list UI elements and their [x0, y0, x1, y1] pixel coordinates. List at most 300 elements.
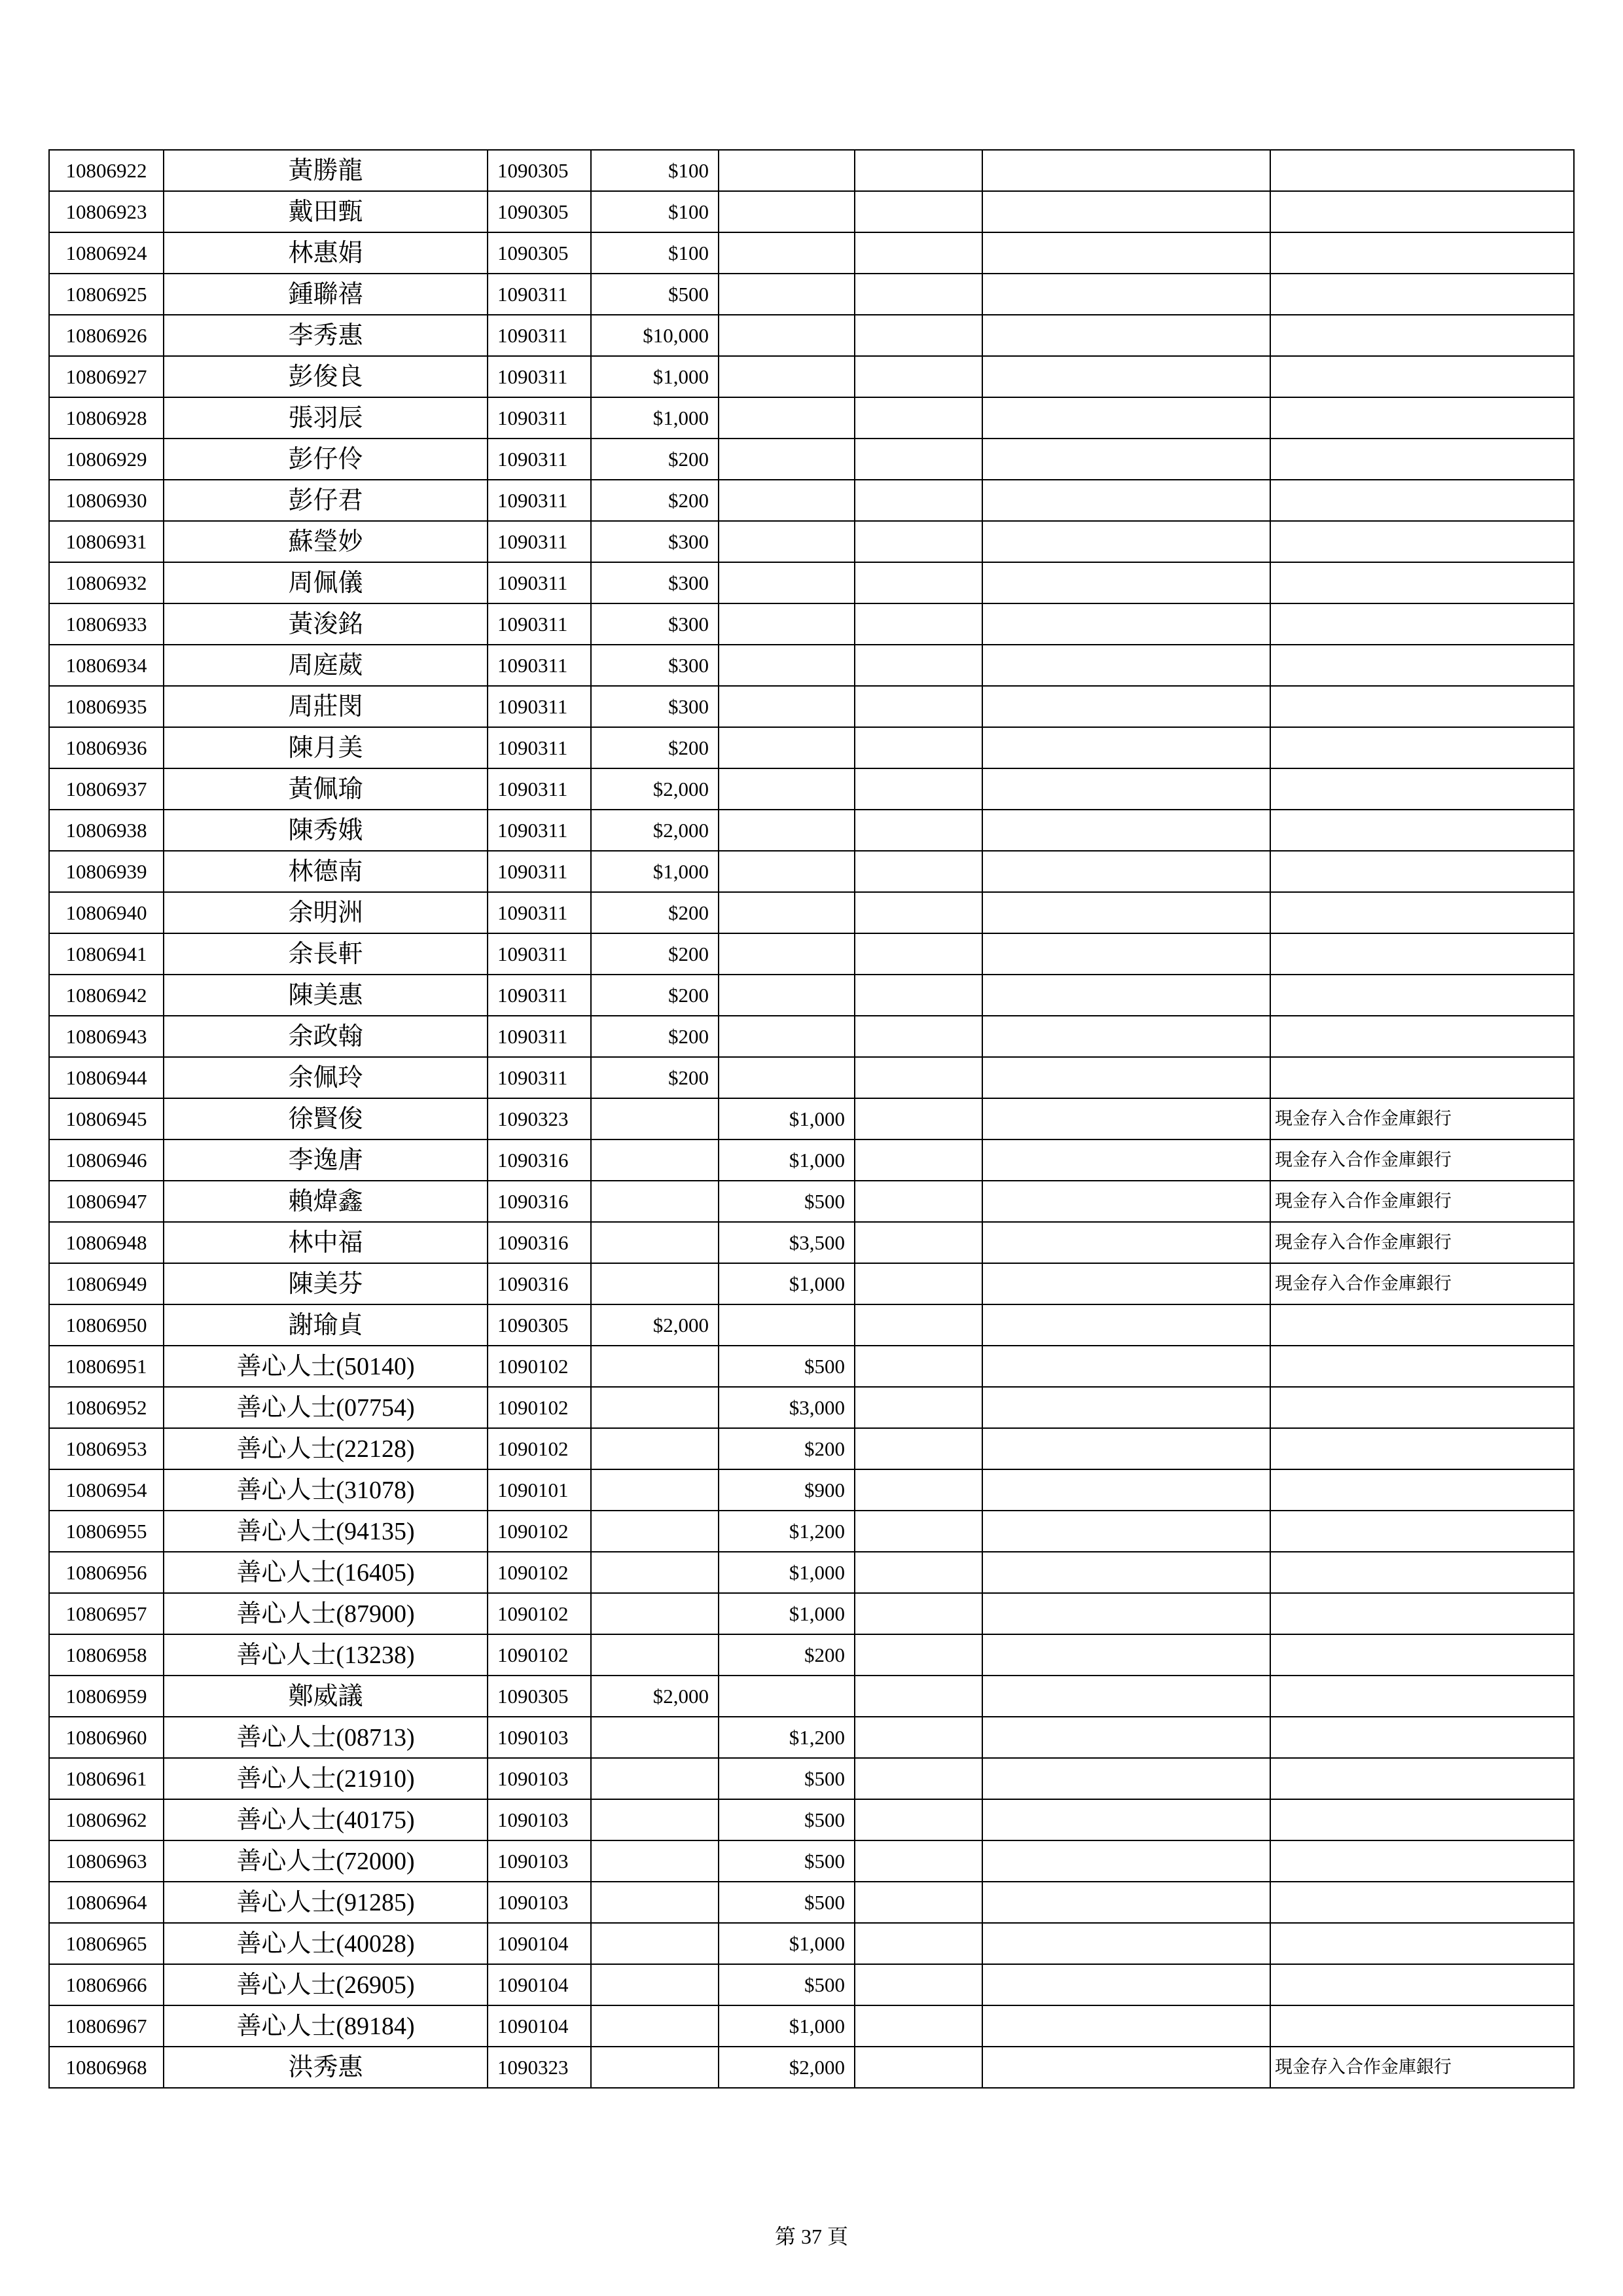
date-cell: 1090311: [488, 562, 591, 603]
table-row: [49, 274, 1574, 315]
receipt-number-cell: 10806923: [49, 191, 164, 232]
amount-deposit-cell: [719, 645, 855, 686]
amount-deposit-cell: [719, 810, 855, 851]
donor-name-cell: 黃浚銘: [164, 603, 488, 645]
note-cell: [1270, 1840, 1574, 1882]
blank-cell: [982, 521, 1270, 562]
amount-deposit-cell: [719, 439, 855, 480]
donor-name-cell: 善心人士(31078): [164, 1469, 488, 1511]
amount-deposit-cell: [719, 686, 855, 727]
date-cell: 1090104: [488, 2005, 591, 2047]
receipt-number-cell: 10806940: [49, 892, 164, 933]
receipt-number-cell: 10806930: [49, 480, 164, 521]
donor-name-cell: 周莊閔: [164, 686, 488, 727]
table-row: [49, 521, 1574, 562]
blank-cell: [855, 562, 982, 603]
receipt-number-cell: 10806961: [49, 1758, 164, 1799]
amount-deposit-cell: $1,000: [719, 1923, 855, 1964]
amount-deposit-cell: [719, 480, 855, 521]
date-cell: 1090311: [488, 892, 591, 933]
amount-cell: $200: [591, 975, 719, 1016]
amount-deposit-cell: $500: [719, 1799, 855, 1840]
note-cell: 現金存入合作金庫銀行: [1270, 1263, 1574, 1304]
amount-cell: [591, 1552, 719, 1593]
note-cell: [1270, 1511, 1574, 1552]
date-cell: 1090102: [488, 1387, 591, 1428]
table-row: [49, 1634, 1574, 1676]
receipt-number-cell: 10806932: [49, 562, 164, 603]
note-cell: [1270, 645, 1574, 686]
note-cell: [1270, 397, 1574, 439]
date-cell: 1090104: [488, 1923, 591, 1964]
table-row: [49, 1387, 1574, 1428]
blank-cell: [855, 521, 982, 562]
receipt-number-cell: 10806948: [49, 1222, 164, 1263]
note-cell: [1270, 562, 1574, 603]
date-cell: 1090323: [488, 2047, 591, 2088]
blank-cell: [855, 645, 982, 686]
blank-cell: [855, 1222, 982, 1263]
blank-cell: [982, 1882, 1270, 1923]
amount-cell: $1,000: [591, 397, 719, 439]
receipt-number-cell: 10806924: [49, 232, 164, 274]
amount-cell: $200: [591, 892, 719, 933]
note-cell: 現金存入合作金庫銀行: [1270, 1181, 1574, 1222]
blank-cell: [982, 1511, 1270, 1552]
receipt-number-cell: 10806954: [49, 1469, 164, 1511]
amount-deposit-cell: [719, 232, 855, 274]
blank-cell: [982, 1717, 1270, 1758]
amount-deposit-cell: $1,200: [719, 1511, 855, 1552]
donor-name-cell: 周庭葳: [164, 645, 488, 686]
blank-cell: [982, 480, 1270, 521]
donor-name-cell: 林德南: [164, 851, 488, 892]
date-cell: 1090311: [488, 397, 591, 439]
blank-cell: [982, 356, 1270, 397]
amount-cell: [591, 1634, 719, 1676]
amount-cell: $300: [591, 562, 719, 603]
blank-cell: [855, 1263, 982, 1304]
table-row: [49, 480, 1574, 521]
blank-cell: [855, 1016, 982, 1057]
date-cell: 1090311: [488, 686, 591, 727]
date-cell: 1090311: [488, 727, 591, 768]
table-row: [49, 191, 1574, 232]
donor-name-cell: 蘇瑩妙: [164, 521, 488, 562]
blank-cell: [855, 191, 982, 232]
blank-cell: [855, 851, 982, 892]
donor-name-cell: 善心人士(08713): [164, 1717, 488, 1758]
table-row: [49, 1593, 1574, 1634]
amount-deposit-cell: [719, 562, 855, 603]
amount-cell: [591, 1346, 719, 1387]
blank-cell: [982, 1387, 1270, 1428]
blank-cell: [855, 810, 982, 851]
donor-name-cell: 戴田甄: [164, 191, 488, 232]
blank-cell: [982, 191, 1270, 232]
note-cell: 現金存入合作金庫銀行: [1270, 1222, 1574, 1263]
date-cell: 1090316: [488, 1139, 591, 1181]
amount-cell: [591, 1717, 719, 1758]
donor-name-cell: 余明洲: [164, 892, 488, 933]
note-cell: [1270, 1882, 1574, 1923]
date-cell: 1090311: [488, 480, 591, 521]
date-cell: 1090311: [488, 851, 591, 892]
table-row: [49, 1098, 1574, 1139]
donor-name-cell: 李逸唐: [164, 1139, 488, 1181]
blank-cell: [855, 150, 982, 191]
blank-cell: [982, 1139, 1270, 1181]
blank-cell: [855, 397, 982, 439]
note-cell: [1270, 603, 1574, 645]
date-cell: 1090311: [488, 645, 591, 686]
table-row: [49, 1717, 1574, 1758]
receipt-number-cell: 10806927: [49, 356, 164, 397]
blank-cell: [855, 975, 982, 1016]
amount-deposit-cell: $500: [719, 1346, 855, 1387]
donor-name-cell: 善心人士(72000): [164, 1840, 488, 1882]
table-row: [49, 232, 1574, 274]
note-cell: [1270, 1428, 1574, 1469]
amount-cell: [591, 1387, 719, 1428]
note-cell: [1270, 727, 1574, 768]
table-row: [49, 1964, 1574, 2005]
receipt-number-cell: 10806962: [49, 1799, 164, 1840]
blank-cell: [982, 975, 1270, 1016]
blank-cell: [855, 1593, 982, 1634]
donor-name-cell: 余政翰: [164, 1016, 488, 1057]
blank-cell: [982, 603, 1270, 645]
blank-cell: [855, 727, 982, 768]
note-cell: [1270, 1799, 1574, 1840]
donor-name-cell: 李秀惠: [164, 315, 488, 356]
receipt-number-cell: 10806939: [49, 851, 164, 892]
note-cell: [1270, 1717, 1574, 1758]
amount-deposit-cell: [719, 768, 855, 810]
receipt-number-cell: 10806966: [49, 1964, 164, 2005]
donor-name-cell: 善心人士(13238): [164, 1634, 488, 1676]
note-cell: [1270, 1346, 1574, 1387]
amount-cell: $100: [591, 150, 719, 191]
blank-cell: [982, 1799, 1270, 1840]
blank-cell: [855, 1057, 982, 1098]
blank-cell: [982, 1222, 1270, 1263]
table-row: [49, 1758, 1574, 1799]
note-cell: [1270, 521, 1574, 562]
donor-name-cell: 善心人士(26905): [164, 1964, 488, 2005]
amount-cell: [591, 1428, 719, 1469]
table-row: [49, 1346, 1574, 1387]
blank-cell: [855, 1304, 982, 1346]
note-cell: [1270, 480, 1574, 521]
blank-cell: [982, 1634, 1270, 1676]
table-row: [49, 439, 1574, 480]
amount-deposit-cell: [719, 274, 855, 315]
table-row: [49, 562, 1574, 603]
blank-cell: [982, 1469, 1270, 1511]
donor-name-cell: 善心人士(89184): [164, 2005, 488, 2047]
table-row: [49, 1016, 1574, 1057]
blank-cell: [855, 2047, 982, 2088]
table-row: [49, 1882, 1574, 1923]
donor-name-cell: 徐賢俊: [164, 1098, 488, 1139]
blank-cell: [982, 1263, 1270, 1304]
note-cell: [1270, 1758, 1574, 1799]
donor-name-cell: 張羽辰: [164, 397, 488, 439]
table-row: [49, 768, 1574, 810]
amount-cell: [591, 1758, 719, 1799]
blank-cell: [982, 1593, 1270, 1634]
table-row: [49, 1469, 1574, 1511]
receipt-number-cell: 10806925: [49, 274, 164, 315]
amount-cell: $2,000: [591, 810, 719, 851]
blank-cell: [982, 933, 1270, 975]
note-cell: [1270, 191, 1574, 232]
date-cell: 1090323: [488, 1098, 591, 1139]
amount-deposit-cell: [719, 727, 855, 768]
note-cell: [1270, 768, 1574, 810]
amount-cell: $500: [591, 274, 719, 315]
receipt-number-cell: 10806944: [49, 1057, 164, 1098]
amount-deposit-cell: $2,000: [719, 2047, 855, 2088]
blank-cell: [855, 892, 982, 933]
blank-cell: [982, 1016, 1270, 1057]
blank-cell: [855, 356, 982, 397]
receipt-number-cell: 10806956: [49, 1552, 164, 1593]
date-cell: 1090311: [488, 603, 591, 645]
blank-cell: [855, 1469, 982, 1511]
note-cell: [1270, 933, 1574, 975]
note-cell: [1270, 686, 1574, 727]
donor-name-cell: 陳月美: [164, 727, 488, 768]
table-row: [49, 1511, 1574, 1552]
blank-cell: [855, 1717, 982, 1758]
blank-cell: [855, 480, 982, 521]
blank-cell: [855, 1676, 982, 1717]
date-cell: 1090305: [488, 1304, 591, 1346]
table-row: [49, 933, 1574, 975]
date-cell: 1090103: [488, 1840, 591, 1882]
amount-cell: $1,000: [591, 356, 719, 397]
amount-deposit-cell: [719, 603, 855, 645]
note-cell: [1270, 1057, 1574, 1098]
blank-cell: [855, 686, 982, 727]
blank-cell: [855, 439, 982, 480]
amount-deposit-cell: [719, 851, 855, 892]
amount-cell: [591, 1593, 719, 1634]
date-cell: 1090311: [488, 521, 591, 562]
donor-name-cell: 善心人士(07754): [164, 1387, 488, 1428]
donor-name-cell: 善心人士(50140): [164, 1346, 488, 1387]
receipt-number-cell: 10806933: [49, 603, 164, 645]
blank-cell: [855, 603, 982, 645]
date-cell: 1090305: [488, 150, 591, 191]
date-cell: 1090102: [488, 1511, 591, 1552]
amount-cell: $300: [591, 645, 719, 686]
table-row: [49, 1552, 1574, 1593]
receipt-number-cell: 10806950: [49, 1304, 164, 1346]
blank-cell: [982, 686, 1270, 727]
blank-cell: [982, 274, 1270, 315]
receipt-number-cell: 10806942: [49, 975, 164, 1016]
receipt-number-cell: 10806949: [49, 1263, 164, 1304]
blank-cell: [982, 1346, 1270, 1387]
amount-cell: [591, 1799, 719, 1840]
donor-name-cell: 善心人士(40175): [164, 1799, 488, 1840]
amount-cell: $100: [591, 232, 719, 274]
receipt-number-cell: 10806934: [49, 645, 164, 686]
amount-cell: [591, 2005, 719, 2047]
blank-cell: [982, 1428, 1270, 1469]
blank-cell: [855, 1428, 982, 1469]
table-row: [49, 892, 1574, 933]
receipt-number-cell: 10806958: [49, 1634, 164, 1676]
date-cell: 1090311: [488, 439, 591, 480]
note-cell: 現金存入合作金庫銀行: [1270, 2047, 1574, 2088]
donor-name-cell: 善心人士(21910): [164, 1758, 488, 1799]
donor-name-cell: 林中福: [164, 1222, 488, 1263]
receipt-number-cell: 10806937: [49, 768, 164, 810]
amount-cell: [591, 2047, 719, 2088]
donor-name-cell: 彭仔伶: [164, 439, 488, 480]
date-cell: 1090102: [488, 1346, 591, 1387]
amount-cell: $2,000: [591, 1304, 719, 1346]
blank-cell: [982, 727, 1270, 768]
blank-cell: [855, 315, 982, 356]
date-cell: 1090305: [488, 232, 591, 274]
table-row: [49, 315, 1574, 356]
table-row: [49, 1676, 1574, 1717]
blank-cell: [855, 1387, 982, 1428]
receipt-number-cell: 10806946: [49, 1139, 164, 1181]
amount-cell: [591, 1181, 719, 1222]
blank-cell: [855, 2005, 982, 2047]
note-cell: [1270, 1552, 1574, 1593]
note-cell: [1270, 150, 1574, 191]
date-cell: 1090316: [488, 1222, 591, 1263]
amount-deposit-cell: $900: [719, 1469, 855, 1511]
table-row: [49, 1799, 1574, 1840]
amount-deposit-cell: $500: [719, 1964, 855, 2005]
note-cell: [1270, 356, 1574, 397]
amount-deposit-cell: $1,000: [719, 1593, 855, 1634]
date-cell: 1090316: [488, 1181, 591, 1222]
amount-deposit-cell: $1,000: [719, 1263, 855, 1304]
date-cell: 1090316: [488, 1263, 591, 1304]
table-row: [49, 645, 1574, 686]
note-cell: [1270, 274, 1574, 315]
amount-deposit-cell: [719, 1304, 855, 1346]
receipt-number-cell: 10806936: [49, 727, 164, 768]
amount-deposit-cell: $200: [719, 1634, 855, 1676]
amount-deposit-cell: [719, 1057, 855, 1098]
note-cell: [1270, 1634, 1574, 1676]
donor-name-cell: 黃勝龍: [164, 150, 488, 191]
table-row: [49, 851, 1574, 892]
amount-deposit-cell: $500: [719, 1758, 855, 1799]
note-cell: [1270, 232, 1574, 274]
table-row: [49, 356, 1574, 397]
note-cell: 現金存入合作金庫銀行: [1270, 1139, 1574, 1181]
receipt-number-cell: 10806968: [49, 2047, 164, 2088]
date-cell: 1090305: [488, 191, 591, 232]
blank-cell: [982, 1840, 1270, 1882]
amount-cell: [591, 1511, 719, 1552]
amount-deposit-cell: $500: [719, 1882, 855, 1923]
table-row: [49, 1057, 1574, 1098]
table-row: [49, 2047, 1574, 2088]
receipt-number-cell: 10806967: [49, 2005, 164, 2047]
note-cell: 現金存入合作金庫銀行: [1270, 1098, 1574, 1139]
amount-cell: [591, 1964, 719, 2005]
donation-ledger-table: [48, 149, 1575, 2089]
blank-cell: [982, 1552, 1270, 1593]
donor-name-cell: 善心人士(16405): [164, 1552, 488, 1593]
blank-cell: [982, 1181, 1270, 1222]
table-row: [49, 1428, 1574, 1469]
blank-cell: [855, 1799, 982, 1840]
date-cell: 1090311: [488, 810, 591, 851]
amount-cell: [591, 1098, 719, 1139]
donor-name-cell: 陳美惠: [164, 975, 488, 1016]
blank-cell: [855, 1552, 982, 1593]
amount-cell: $2,000: [591, 1676, 719, 1717]
blank-cell: [855, 1181, 982, 1222]
amount-cell: $1,000: [591, 851, 719, 892]
blank-cell: [982, 2005, 1270, 2047]
donor-name-cell: 余佩玲: [164, 1057, 488, 1098]
amount-cell: $300: [591, 521, 719, 562]
blank-cell: [982, 1098, 1270, 1139]
table-row: [49, 2005, 1574, 2047]
receipt-number-cell: 10806938: [49, 810, 164, 851]
receipt-number-cell: 10806945: [49, 1098, 164, 1139]
donor-name-cell: 善心人士(94135): [164, 1511, 488, 1552]
blank-cell: [982, 1964, 1270, 2005]
table-row: [49, 1181, 1574, 1222]
note-cell: [1270, 1593, 1574, 1634]
donor-name-cell: 陳美芬: [164, 1263, 488, 1304]
note-cell: [1270, 1304, 1574, 1346]
date-cell: 1090311: [488, 768, 591, 810]
note-cell: [1270, 1387, 1574, 1428]
donor-name-cell: 陳秀娥: [164, 810, 488, 851]
blank-cell: [982, 1304, 1270, 1346]
ledger-body: [49, 150, 1574, 2088]
note-cell: [1270, 1016, 1574, 1057]
donor-name-cell: 鍾聯禧: [164, 274, 488, 315]
note-cell: [1270, 1964, 1574, 2005]
receipt-number-cell: 10806959: [49, 1676, 164, 1717]
amount-cell: $200: [591, 439, 719, 480]
blank-cell: [982, 439, 1270, 480]
receipt-number-cell: 10806947: [49, 1181, 164, 1222]
blank-cell: [982, 232, 1270, 274]
date-cell: 1090311: [488, 356, 591, 397]
table-row: [49, 603, 1574, 645]
note-cell: [1270, 810, 1574, 851]
donor-name-cell: 林惠娟: [164, 232, 488, 274]
receipt-number-cell: 10806929: [49, 439, 164, 480]
blank-cell: [855, 1634, 982, 1676]
table-row: [49, 397, 1574, 439]
donor-name-cell: 彭仔君: [164, 480, 488, 521]
amount-deposit-cell: $1,000: [719, 1098, 855, 1139]
amount-deposit-cell: $3,000: [719, 1387, 855, 1428]
table-row: [49, 727, 1574, 768]
receipt-number-cell: 10806960: [49, 1717, 164, 1758]
blank-cell: [982, 1676, 1270, 1717]
